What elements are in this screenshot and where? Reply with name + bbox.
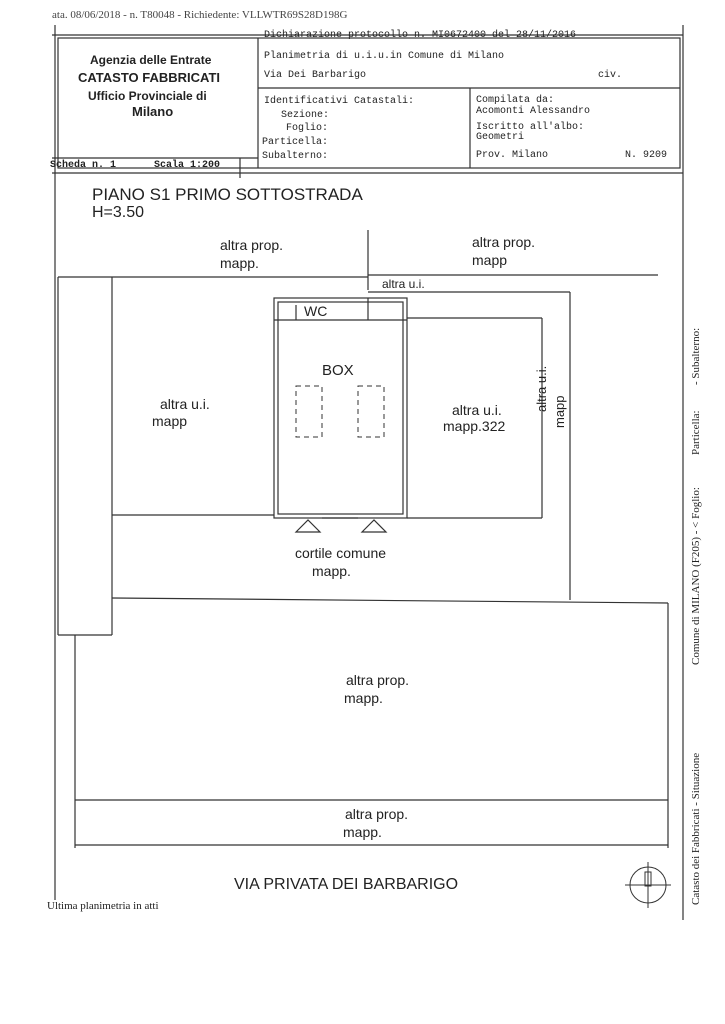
label-mapp-322: mapp.322 [443,418,506,434]
label-mapp-vertical: mapp [552,395,567,428]
label-mapp-cortile: mapp. [312,563,351,579]
registration-number: N. 9209 [625,150,668,161]
footer-note: Ultima planimetria in atti [47,900,159,912]
iscritto-label: Iscritto all'albo: [476,122,585,133]
label-mapp-west: mapp [152,413,188,429]
label-mapp-south: mapp. [344,690,383,706]
planimetria-title: Planimetria di u.i.u.in Comune di Milano [264,51,505,62]
label-box: BOX [322,362,354,379]
albo-value: Geometri [476,132,525,143]
identificativi-label: Identificativi Catastali: [264,96,415,107]
side-subalterno: - Subalterno: [690,327,702,385]
north-arrow-icon [625,862,671,908]
address: Via Dei Barbarigo [264,70,367,81]
scheda-number: Scheda n. 1 [50,160,117,171]
compilatore-name: Acomonti Alessandro [476,106,591,117]
label-altra-ui-top: altra u.i. [382,277,425,291]
side-comune: Comune di MILANO (F205) - < Foglio: [690,487,702,665]
label-altra-prop-south: altra prop. [346,672,410,688]
request-stamp: ata. 08/06/2018 - n. T80048 - Richiedente: VLLWTR69S28D198G [52,9,348,21]
foglio-label: Foglio: [286,123,329,134]
particella-label: Particella: [262,137,329,148]
subalterno-label: Subalterno: [262,151,329,162]
civ-label: civ. [598,70,623,81]
side-particella: Particella: [690,410,702,455]
agency-name: Agenzia delle Entrate [90,53,212,67]
provincia: Prov. Milano [476,150,549,161]
label-altra-ui-322: altra u.i. [452,402,502,418]
side-situazione: Catasto dei Fabbricati - Situazione [690,752,702,905]
label-altra-prop-ne: altra prop. [472,234,536,250]
scale: Scala 1:200 [154,160,221,171]
floor-title: PIANO S1 PRIMO SOTTOSTRADA [92,185,363,204]
compilata-label: Compilata da: [476,95,555,106]
label-mapp-bottom: mapp. [343,824,382,840]
label-altra-ui-vertical: altra u.i. [534,365,549,412]
label-mapp-nw: mapp. [220,255,259,271]
label-cortile: cortile comune [295,545,387,561]
sezione-label: Sezione: [281,110,330,121]
label-altra-prop-bottom: altra prop. [345,806,409,822]
street-name: VIA PRIVATA DEI BARBARIGO [234,876,459,893]
dichiarazione: Dichiarazione protocollo n. MI0672400 del 28/11/2016 [264,30,577,41]
label-mapp-ne: mapp [472,252,508,268]
floor-height: H=3.50 [92,204,145,221]
catasto-fabbricati: CATASTO FABBRICATI [78,70,221,85]
ufficio-provinciale: Ufficio Provinciale di [88,89,207,103]
ufficio-city: Milano [132,104,174,119]
label-altra-prop-nw: altra prop. [220,237,284,253]
label-altra-ui-west: altra u.i. [160,396,210,412]
label-wc: WC [304,303,328,319]
